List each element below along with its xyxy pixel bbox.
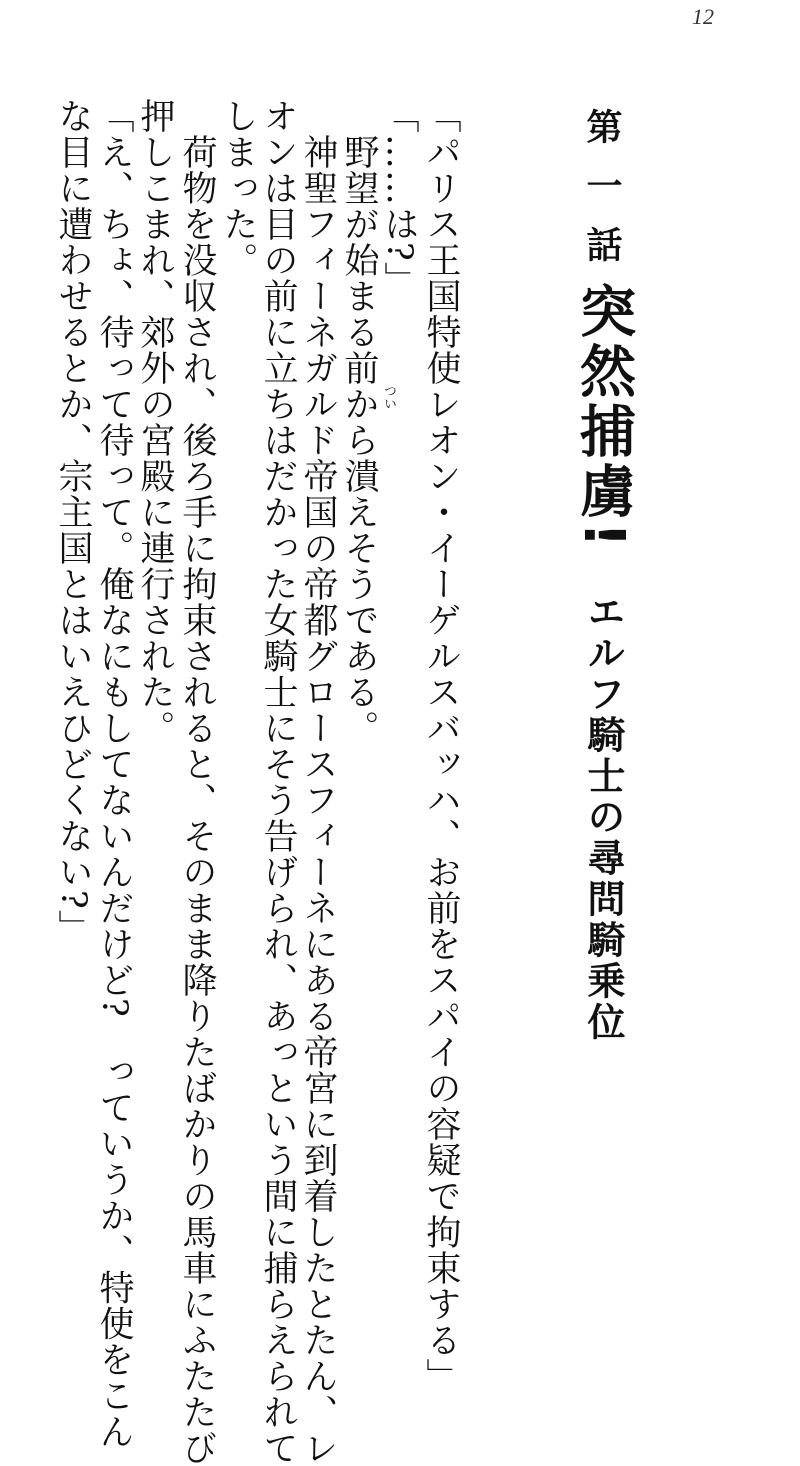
body-line: 野望が始まる前から潰えそうである。 <box>339 98 379 746</box>
furigana: つい <box>381 384 396 410</box>
body-line: しまった。 <box>218 98 258 278</box>
body-line: な目に遭わせるとか、宗主国とはいえひどくない?」 <box>53 98 93 946</box>
chapter-label: 第一話 <box>581 108 622 285</box>
chapter-subtitle: エルフ騎士の尋問騎乗位 <box>581 592 625 1043</box>
body-line: 神聖フィーネガルド帝国の帝都グロースフィーネにある帝宮に到着したとたん、レ <box>298 98 338 1466</box>
body-line: 「え、ちょ、待って待って。俺なにもしてないんだけど? っていうか、特使をこん <box>94 98 134 1450</box>
page-number: 12 <box>692 4 714 29</box>
body-line: 押しこまれ、郊外の宮殿に連行された。 <box>135 98 175 746</box>
chapter-title: 突然捕虜! <box>571 282 636 552</box>
body-line: 荷物を没収され、後ろ手に拘束されると、そのまま降りたばかりの馬車にふたたび <box>177 98 217 1466</box>
body-line: オンは目の前に立ちはだかった女騎士にそう告げられ、あっという間に捕らえられて <box>258 98 298 1466</box>
body-line: 「……は?」 <box>379 98 419 298</box>
body-line: 「パリス王国特使レオン・イーゲルスバッハ、お前をスパイの容疑で拘束する」 <box>421 98 461 1394</box>
